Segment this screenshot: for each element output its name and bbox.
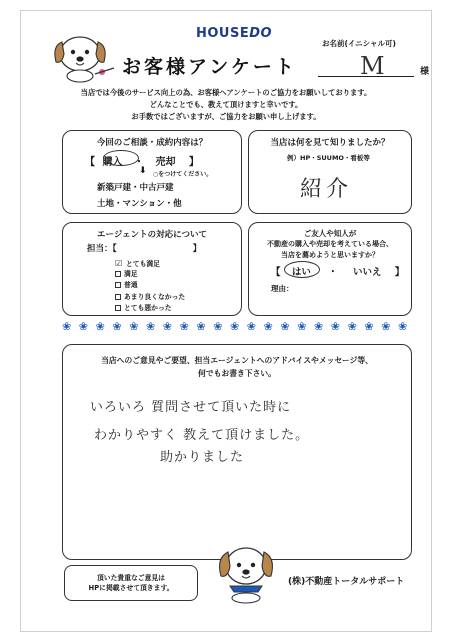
- consult-types-row1[interactable]: 新築戸建・中古戸建: [97, 183, 174, 193]
- paw-icon: ❀: [263, 320, 273, 333]
- intro-text: [40, 87, 412, 124]
- paw-icon: ❀: [95, 320, 105, 333]
- brand-logo: HOUSEDO: [196, 26, 273, 41]
- staff-label: 担当：【 】: [87, 244, 202, 254]
- paw-icon: ❀: [162, 320, 173, 333]
- consult-box: [62, 130, 242, 214]
- paw-icon: ❀: [381, 320, 391, 333]
- consult-types-row2[interactable]: 土地・マンション・他: [97, 199, 182, 209]
- paw-icon: ❀: [347, 320, 357, 333]
- paw-icon: ❀: [297, 320, 307, 333]
- paw-icon: ❀: [364, 320, 374, 333]
- paw-icon: ❀: [280, 320, 290, 333]
- intro-line: 当店では今後のサービス向上の為、お客様へアンケートのご協力をお願いしております。: [80, 88, 372, 97]
- comment-title-line: 当店へのご意見やご要望、担当エージェントへのアドバイスやメッセージ等、: [101, 356, 373, 365]
- footer-note-line: 頂いた貴重なご意見は: [97, 574, 165, 582]
- intro-line: どんなことでも、教えて頂けますと幸いです。: [149, 100, 303, 110]
- comment-handwriting[interactable]: わかりやすく 教えて頂けました。: [94, 428, 310, 443]
- paw-icon: ❀: [196, 320, 206, 333]
- option-buy[interactable]: 購入: [102, 157, 123, 168]
- down-arrow-icon: ⬇: [139, 166, 147, 176]
- dog-mascot-icon: [48, 28, 120, 84]
- agent-options-list: [115, 258, 185, 314]
- comment-handwriting[interactable]: 助かりました: [160, 450, 245, 465]
- checkbox-checked-icon[interactable]: ☑: [115, 259, 123, 268]
- paw-icon: ❀: [230, 320, 240, 333]
- referral-box: [248, 222, 412, 316]
- checkbox-icon[interactable]: [115, 282, 121, 288]
- comment-handwriting[interactable]: いろいろ 質問させて頂いた時に: [90, 400, 292, 415]
- checkbox-icon[interactable]: [115, 305, 121, 311]
- agent-option[interactable]: [115, 269, 185, 280]
- source-answer[interactable]: 紹介: [300, 177, 353, 202]
- paw-icon: ❀: [129, 320, 139, 333]
- agent-option-label: とても満足: [126, 260, 160, 268]
- reason-label: 理由：: [271, 284, 294, 293]
- dog-mascot-icon: [214, 540, 278, 604]
- paw-icon: ❀: [213, 320, 223, 333]
- name-value[interactable]: M: [360, 52, 385, 80]
- agent-option-label: とても悪かった: [124, 303, 172, 312]
- agent-option-label: あまり良くなかった: [124, 292, 186, 301]
- paw-icon: ❀: [246, 320, 257, 333]
- paw-divider: [62, 320, 422, 334]
- comment-title-line: 何でもお書き下さい。: [198, 369, 276, 378]
- footer-note-bubble: [64, 565, 198, 601]
- checkbox-icon[interactable]: [115, 294, 121, 300]
- paw-icon: ❀: [314, 320, 324, 333]
- option-sell[interactable]: 売却: [155, 157, 176, 168]
- consult-options: 【 購入 ・ 売却 】: [85, 157, 199, 168]
- consult-title: 今回のご相談・成約内容は？: [96, 138, 208, 148]
- source-title: 当店は何を見て知りましたか？: [270, 138, 390, 148]
- referral-title-line: 不動産の購入や売却を考えている場合、: [267, 240, 393, 248]
- referral-title-line: 当店を薦めようと思いますか？: [281, 251, 379, 259]
- footer-note-line: HPに掲載させて頂きます。: [88, 584, 174, 592]
- paw-icon: ❀: [62, 320, 72, 333]
- agent-title: エージェントの対応について: [97, 230, 207, 240]
- company-name: (株)不動産トータルサポート: [288, 577, 405, 587]
- consult-note: ○をつけてください。: [153, 171, 213, 178]
- option-no[interactable]: いいえ: [352, 267, 382, 278]
- agent-option[interactable]: [115, 292, 185, 303]
- paw-icon: ❀: [330, 320, 341, 333]
- agent-option[interactable]: [115, 258, 185, 269]
- paw-icon: ❀: [398, 320, 408, 333]
- option-yes[interactable]: はい: [291, 267, 311, 278]
- honorific: 様: [420, 67, 430, 77]
- agent-option-label: 普通: [124, 281, 138, 290]
- agent-box: [62, 222, 242, 316]
- agent-option[interactable]: [115, 303, 185, 314]
- paw-icon: ❀: [179, 320, 189, 333]
- checkbox-icon[interactable]: [115, 271, 121, 277]
- page-title: お客様アンケート: [122, 56, 297, 78]
- paw-icon: ❀: [146, 320, 156, 333]
- name-label: お名前(イニシャル可): [322, 39, 396, 48]
- agent-option-label: 満足: [124, 270, 138, 279]
- agent-option[interactable]: [115, 280, 185, 291]
- referral-title-line: ご友人や知人が: [303, 229, 357, 238]
- source-example: 例）HP・SUUMO・看板等: [287, 154, 370, 162]
- selection-circle: [284, 261, 320, 278]
- selection-circle: [103, 150, 139, 166]
- paw-icon: ❀: [112, 320, 122, 333]
- name-underline: [318, 76, 414, 77]
- paw-icon: ❀: [78, 320, 89, 333]
- referral-options: 【 はい ・ いいえ 】: [271, 267, 405, 278]
- intro-line: お手数ではございますが、ご協力をお願い申し上げます。: [131, 112, 321, 122]
